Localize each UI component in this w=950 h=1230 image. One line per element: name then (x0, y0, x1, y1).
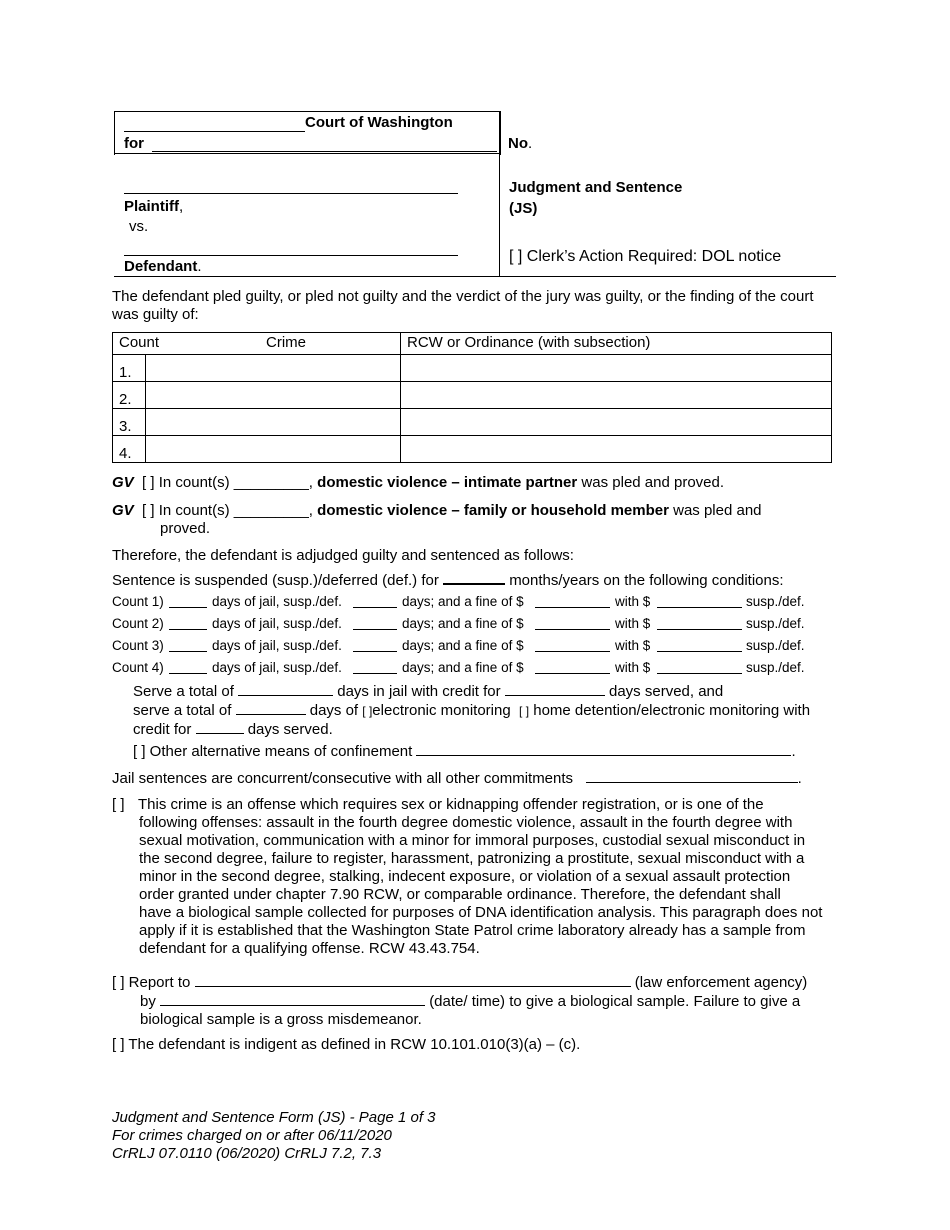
with-text: with $ (615, 616, 651, 631)
concurrent-blank[interactable] (586, 769, 798, 783)
dna-line: defendant for a qualifying offense. RCW 43.43.754. (139, 940, 480, 957)
susp-text: susp./def. (746, 638, 805, 653)
report-label: [ ] Report to (112, 974, 191, 991)
count-rows (112, 594, 832, 682)
fine-text: days; and a fine of $ (402, 594, 524, 609)
serve-l2d: home detention/electronic monitoring with (533, 702, 811, 719)
crime-cell[interactable] (146, 409, 401, 436)
rcw-cell[interactable] (401, 355, 832, 382)
fine-text: days; and a fine of $ (402, 616, 524, 631)
rcw-cell[interactable] (401, 409, 832, 436)
with-text: with $ (615, 594, 651, 609)
serve-l1c: days served, and (609, 683, 724, 700)
serve-l2c: electronic monitoring (372, 702, 511, 719)
count-row (112, 616, 832, 638)
serve-line-3 (133, 720, 843, 739)
table-row (113, 409, 832, 436)
dna-line: the second degree, failure to register, harassment, patronizing a prostitute, sexual misconduct with a (139, 850, 805, 867)
fine-text: days; and a fine of $ (402, 638, 524, 653)
crime-cell[interactable] (146, 382, 401, 409)
dna-paragraph (138, 796, 838, 958)
caption-bottom-rule (114, 276, 836, 277)
days-jail-text: days of jail, susp./def. (212, 594, 342, 609)
dna-line: This crime is an offense which requires sex or kidnapping offender registration, or is one of the (138, 796, 764, 813)
susp-amount-blank[interactable] (657, 594, 742, 608)
count-row (112, 594, 832, 616)
jail-days-blank[interactable] (169, 616, 207, 630)
footer (112, 1109, 436, 1163)
therefore-text: Therefore, the defendant is adjudged guilty and sentenced as follows: (112, 547, 574, 564)
fine-blank[interactable] (535, 594, 610, 608)
dv2-pre: [ ] In count(s) _________, (142, 502, 313, 519)
suspended-post: months/years on the following conditions: (509, 572, 784, 589)
serve-l1b: days in jail with credit for (337, 683, 501, 700)
jail-concurrent-line: Jail sentences are concurrent/consecutive with all other commitments . (112, 770, 802, 787)
count-label: Count 2) (112, 616, 164, 631)
susp-amount-blank[interactable] (657, 660, 742, 674)
jail-days-blank[interactable] (169, 638, 207, 652)
for-label: for (124, 135, 144, 152)
em-checkbox[interactable]: [ ] (362, 704, 373, 718)
susp-text: susp./def. (746, 660, 805, 675)
with-text: with $ (615, 638, 651, 653)
clerk-action-checkbox[interactable]: [ ] Clerk’s Action Required: DOL notice (509, 248, 782, 265)
case-number-label: No. (508, 135, 533, 152)
serve-l1a: Serve a total of (133, 683, 234, 700)
footer-line: Judgment and Sentence Form (JS) - Page 1 of 3 (112, 1109, 436, 1126)
defendant-blank[interactable] (124, 255, 458, 256)
dna-line: sexual motivation, communication with a minor for immoral purposes, custodial sexual misconduct in (139, 832, 806, 849)
report-line-1[interactable] (112, 973, 832, 992)
form-title-line1: Judgment and Sentence (509, 179, 683, 196)
row-number: 3. (113, 409, 146, 436)
caption-vertical-rule (499, 111, 500, 276)
dna-line: have a biological sample collected for purposes of DNA identification analysis. This paragraph does not (139, 904, 823, 921)
serve-l3b: days served. (247, 721, 333, 738)
court-name-blank[interactable] (124, 131, 305, 132)
court-of-washington: Court of Washington (305, 114, 453, 131)
fine-blank[interactable] (535, 638, 610, 652)
defendant-label: Defendant. (124, 258, 202, 275)
caption-for-rule (114, 153, 499, 154)
row-number: 2. (113, 382, 146, 409)
home-detention-checkbox[interactable]: [ ] (519, 704, 530, 718)
header-count-crime (113, 333, 401, 355)
rcw-cell[interactable] (401, 436, 832, 463)
serve-total-blank[interactable] (238, 682, 333, 696)
row-number: 4. (113, 436, 146, 463)
other-confinement-label: [ ] Other alternative means of confinement (133, 743, 413, 760)
susp-text: susp./def. (746, 594, 805, 609)
table-row (113, 436, 832, 463)
header-count: Count (119, 334, 160, 351)
credit-blank[interactable] (505, 682, 605, 696)
count-row (112, 660, 832, 682)
footer-line: CrRLJ 07.0110 (06/2020) CrRLJ 7.2, 7.3 (112, 1145, 382, 1162)
agency-blank[interactable] (195, 973, 631, 987)
days-jail-text: days of jail, susp./def. (212, 616, 342, 631)
with-text: with $ (615, 660, 651, 675)
susp-amount-blank[interactable] (657, 616, 742, 630)
dv-family-line[interactable] (112, 502, 762, 519)
fine-text: days; and a fine of $ (402, 660, 524, 675)
dv1-pre: [ ] In count(s) _________, (142, 474, 313, 491)
susp-days-blank[interactable] (353, 616, 397, 630)
crime-cell[interactable] (146, 436, 401, 463)
dna-line: apply if it is established that the Washington State Patrol crime laboratory already has a sample from (139, 922, 806, 939)
form-title (509, 177, 682, 219)
other-confinement-line[interactable]: [ ] Other alternative means of confinement . (133, 743, 796, 760)
serve-block (133, 682, 843, 739)
crime-cell[interactable] (146, 355, 401, 382)
serve-line-1 (133, 682, 843, 701)
fine-blank[interactable] (535, 616, 610, 630)
dv-intimate-partner-line[interactable] (112, 474, 724, 491)
indigent-checkbox-line[interactable]: [ ] The defendant is indigent as defined in RCW 10.101.010(3)(a) – (c). (112, 1036, 581, 1053)
report-line-2 (112, 992, 832, 1011)
jail-concurrent-text: Jail sentences are concurrent/consecutive with all other commitments (112, 770, 574, 787)
report-block (112, 973, 832, 1029)
dv1-post: was pled and proved. (581, 474, 725, 491)
serve-l2b: days of (309, 702, 359, 719)
by-label: by (140, 993, 156, 1010)
report-line-3: biological sample is a gross misdemeanor. (140, 1011, 422, 1028)
serve-l2a: serve a total of (133, 702, 232, 719)
table-row (113, 355, 832, 382)
crime-table-header (113, 333, 832, 355)
dna-line: order granted under chapter 7.90 RCW, or comparable ordinance. Therefore, the defendant shall (139, 886, 781, 903)
dna-line: following offenses: assault in the fourth degree domestic violence, assault in the fourth degree with (139, 814, 793, 831)
form-title-line2: (JS) (509, 200, 538, 217)
susp-text: susp./def. (746, 616, 805, 631)
suspended-blank[interactable] (443, 570, 505, 585)
count-label: Count 4) (112, 660, 164, 675)
header-rcw: RCW or Ordinance (with subsection) (401, 333, 832, 355)
credit-days-blank[interactable] (196, 720, 244, 734)
count-label: Count 3) (112, 638, 164, 653)
dv-family-cont: proved. (160, 520, 211, 537)
intro-text: The defendant pled guilty, or pled not guilty and the verdict of the jury was guilty, or the finding of the court was guilty of: (112, 288, 814, 323)
susp-amount-blank[interactable] (657, 638, 742, 652)
dna-line: minor in the second degree, stalking, indecent exposure, or violation of a sexual assault protection (139, 868, 791, 885)
header-crime: Crime (266, 334, 306, 351)
gv-label: GV (112, 502, 134, 519)
table-row (113, 382, 832, 409)
crime-table (112, 332, 832, 463)
suspended-pre: Sentence is suspended (susp.)/deferred (def.) for (112, 572, 439, 589)
count-row (112, 638, 832, 660)
gv-label: GV (112, 474, 134, 491)
dna-checkbox[interactable]: [ ] (112, 796, 125, 813)
rcw-cell[interactable] (401, 382, 832, 409)
dv2-bold: domestic violence – family or household member (317, 502, 669, 519)
em-days-blank[interactable] (236, 701, 306, 715)
for-blank[interactable] (152, 151, 497, 152)
serve-line-2 (133, 701, 843, 720)
susp-days-blank[interactable] (353, 594, 397, 608)
plaintiff-blank[interactable] (124, 193, 458, 194)
dv1-bold: domestic violence – intimate partner (317, 474, 578, 491)
count-label: Count 1) (112, 594, 164, 609)
date-time-label: (date/ time) to give a biological sample. Failure to give a (429, 993, 801, 1010)
dv2-post: was pled and (673, 502, 762, 519)
date-time-blank[interactable] (160, 992, 425, 1006)
susp-days-blank[interactable] (353, 660, 397, 674)
other-confinement-blank[interactable] (416, 742, 791, 756)
days-jail-text: days of jail, susp./def. (212, 638, 342, 653)
serve-l3a: credit for (133, 721, 192, 738)
footer-line: For crimes charged on or after 06/11/2020 (112, 1127, 392, 1144)
jail-days-blank[interactable] (169, 660, 207, 674)
row-number: 1. (113, 355, 146, 382)
agency-label: (law enforcement agency) (634, 974, 808, 991)
vs-label: vs. (129, 218, 149, 235)
fine-blank[interactable] (535, 660, 610, 674)
susp-days-blank[interactable] (353, 638, 397, 652)
jail-days-blank[interactable] (169, 594, 207, 608)
plaintiff-label: Plaintiff, (124, 198, 184, 215)
days-jail-text: days of jail, susp./def. (212, 660, 342, 675)
suspended-line (112, 570, 784, 589)
